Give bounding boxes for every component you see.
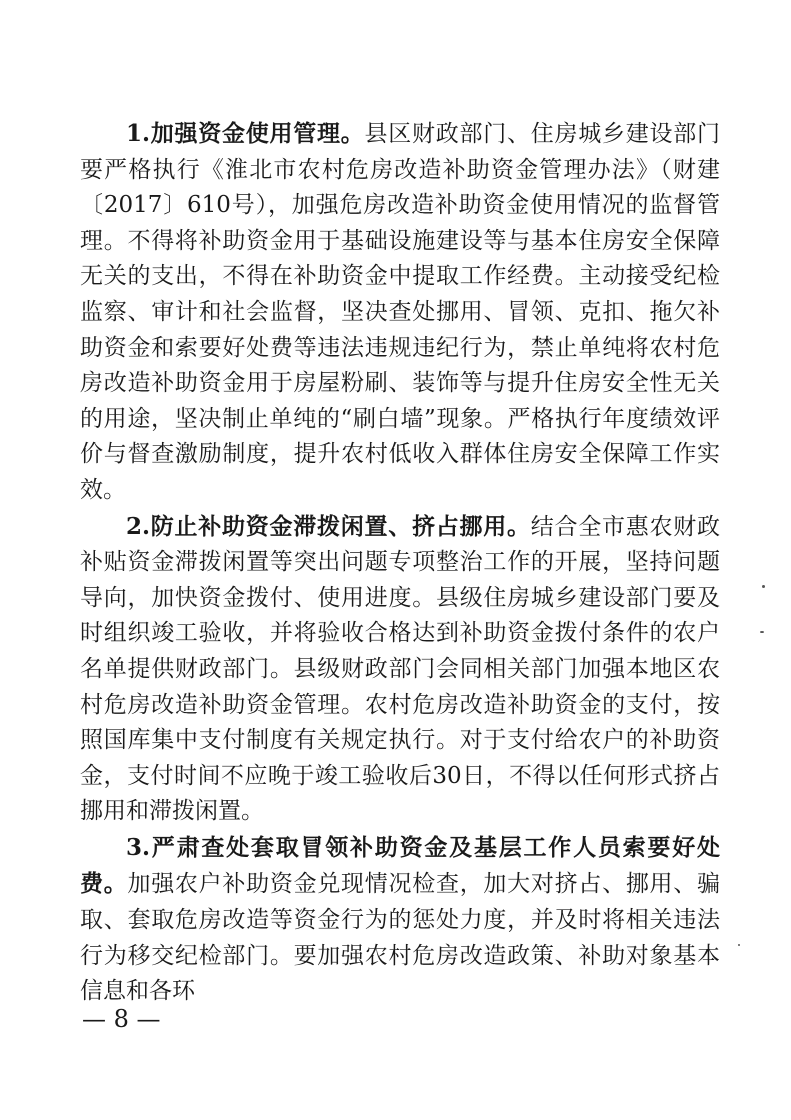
paragraph-1-text: 县区财政部门、住房城乡建设部门要严格执行《淮北市农村危房改造补助资金管理办法》（财建〔2017〕610号），加强危房改造补助资金使用情况的监督管理。不得将补助资金用于基础设施建设等与基本住房安全保障无关的支出，不得在补助资金中提取工作经费。主动接受纪检监察、审计和社会监督，坚决查处挪用、冒领、克扣、拖欠补助资金和索要好处费等违法违规违纪行为，禁止单纯将农村危房改造补助资金用于房屋粉刷、装饰等与提升住房安全性无关的用途，坚决制止单纯的“刷白墙”现象。严格执行年度绩效评价与督查激励制度，提升农村低收入群体住房安全保障工作实效。 (80, 121, 721, 503)
paragraph-2-heading: 2.防止补助资金滞拨闲置、挤占挪用。 (126, 512, 531, 540)
document-body (80, 116, 720, 1010)
paragraph-1 (80, 116, 720, 509)
paragraph-2-text: 结合全市惠农财政补贴资金滞拨闲置等突出问题专项整治工作的开展，坚持问题导向，加快资金拨付、使用进度。县级住房城乡建设部门要及时组织竣工验收，并将验收合格达到补助资金拨付条件的农户名单提供财政部门。县级财政部门会同相关部门加强本地区农村危房改造补助资金管理。农村危房改造补助资金的支付，按照国库集中支付制度有关规定执行。对于支付给农户的补助资金，支付时间不应晚于竣工验收后30日，不得以任何形式挤占挪用和滞拨闲置。 (80, 513, 720, 825)
paragraph-3-text: 加强农户补助资金兑现情况检查，加大对挤占、挪用、骗取、套取危房改造等资金行为的惩处力度，并及时将相关违法行为移交纪检部门。要加强农村危房改造政策、补助对象基本信息和各环 (80, 871, 721, 1005)
scan-speck (738, 944, 740, 946)
paragraph-2 (80, 509, 720, 830)
paragraph-3-heading: 3.严肃查处套取冒领补助资金及基层工作人员索要好处费。 (80, 833, 720, 898)
page-number-text: — 8 — (82, 1005, 161, 1033)
page-number (82, 1005, 161, 1033)
scan-speck (760, 631, 764, 633)
scan-speck (762, 585, 765, 588)
paragraph-1-heading: 1.加强资金使用管理。 (126, 120, 365, 147)
paragraph-3 (80, 830, 720, 1010)
